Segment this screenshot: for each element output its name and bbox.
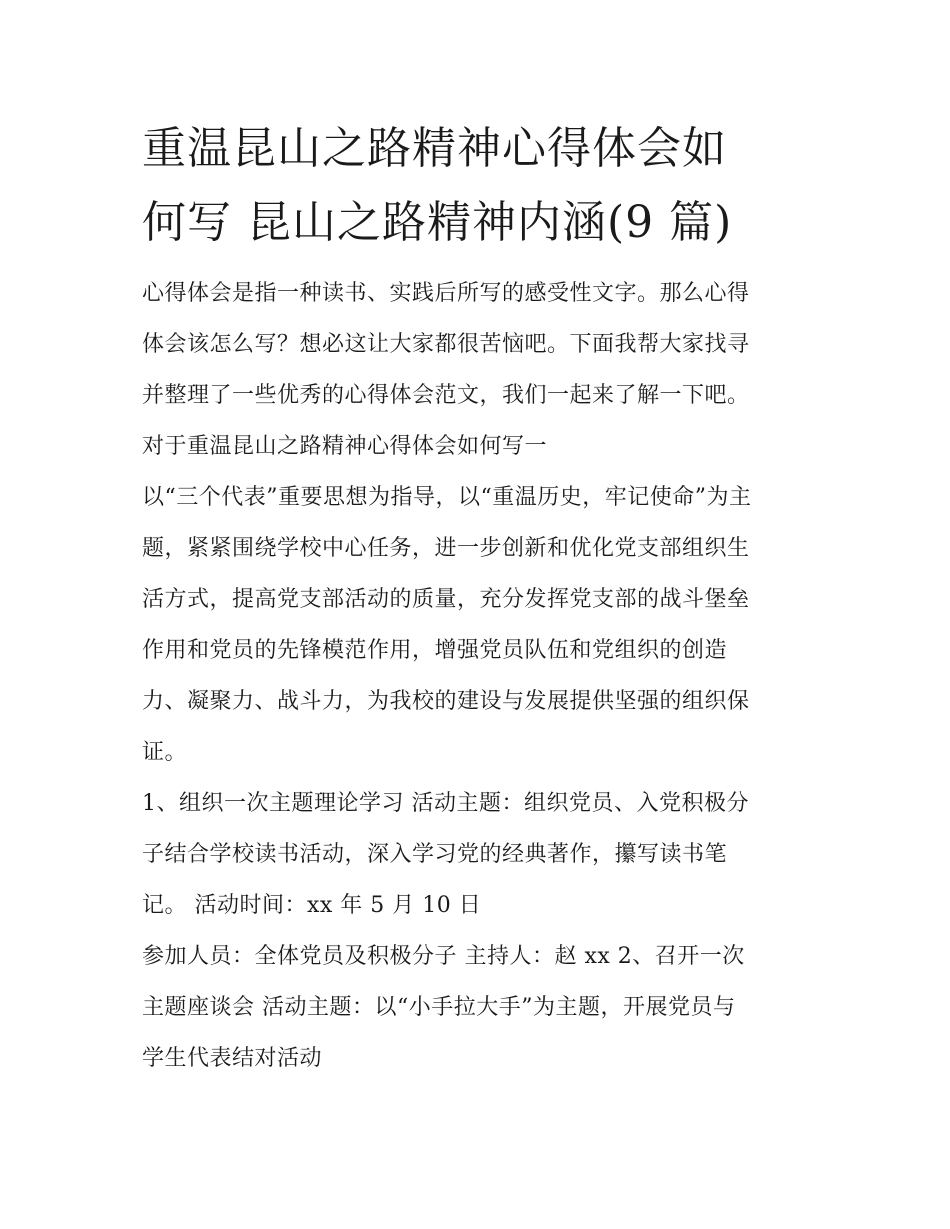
section-heading	[142, 421, 822, 472]
body-paragraph	[142, 472, 822, 778]
text-line: 参加人员：全体党员及积极分子 主持人：赵 xx 2、召开一次	[142, 944, 745, 969]
text-line: 并整理了一些优秀的心得体会范文，我们一起来了解一下吧。	[142, 383, 750, 408]
title-line: 重温昆山之路精神心得体会如	[142, 123, 727, 174]
text-line: 体会该怎么写？想必这让大家都很苦恼吧。下面我帮大家找寻	[142, 332, 750, 357]
document-title	[142, 112, 822, 260]
text-line: 主题座谈会 活动主题：以“小手拉大手”为主题，开展党员与	[142, 995, 736, 1020]
text-line: 心得体会是指一种读书、实践后所写的感受性文字。那么心得	[142, 281, 750, 306]
text-line: 1、组织一次主题理论学习 活动主题：组织党员、入党积极分	[142, 791, 749, 816]
text-line: 子结合学校读书活动，深入学习党的经典著作，攥写读书笔	[142, 842, 728, 867]
document-content	[142, 112, 822, 1084]
text-line: 力、凝聚力、战斗力，为我校的建设与发展提供坚强的组织保	[142, 689, 750, 714]
text-line: 学生代表结对活动	[142, 1046, 323, 1071]
body-paragraph	[142, 931, 822, 1084]
text-line: 作用和党员的先锋模范作用，增强党员队伍和党组织的创造	[142, 638, 728, 663]
text-line: 题，紧紧围绕学校中心任务，进一步创新和优化党支部组织生	[142, 536, 750, 561]
text-line: 记。 活动时间：xx 年 5 月 10 日	[142, 893, 482, 918]
text-line: 对于重温昆山之路精神心得体会如何写一	[142, 434, 548, 459]
text-line: 以“三个代表”重要思想为指导，以“重温历史，牢记使命”为主	[142, 485, 752, 510]
body-paragraph	[142, 778, 822, 931]
text-line: 证。	[142, 740, 188, 765]
title-line: 何写 昆山之路精神内涵(9 篇)	[142, 197, 733, 248]
intro-paragraph	[142, 268, 822, 421]
text-line: 活方式，提高党支部活动的质量，充分发挥党支部的战斗堡垒	[142, 587, 750, 612]
